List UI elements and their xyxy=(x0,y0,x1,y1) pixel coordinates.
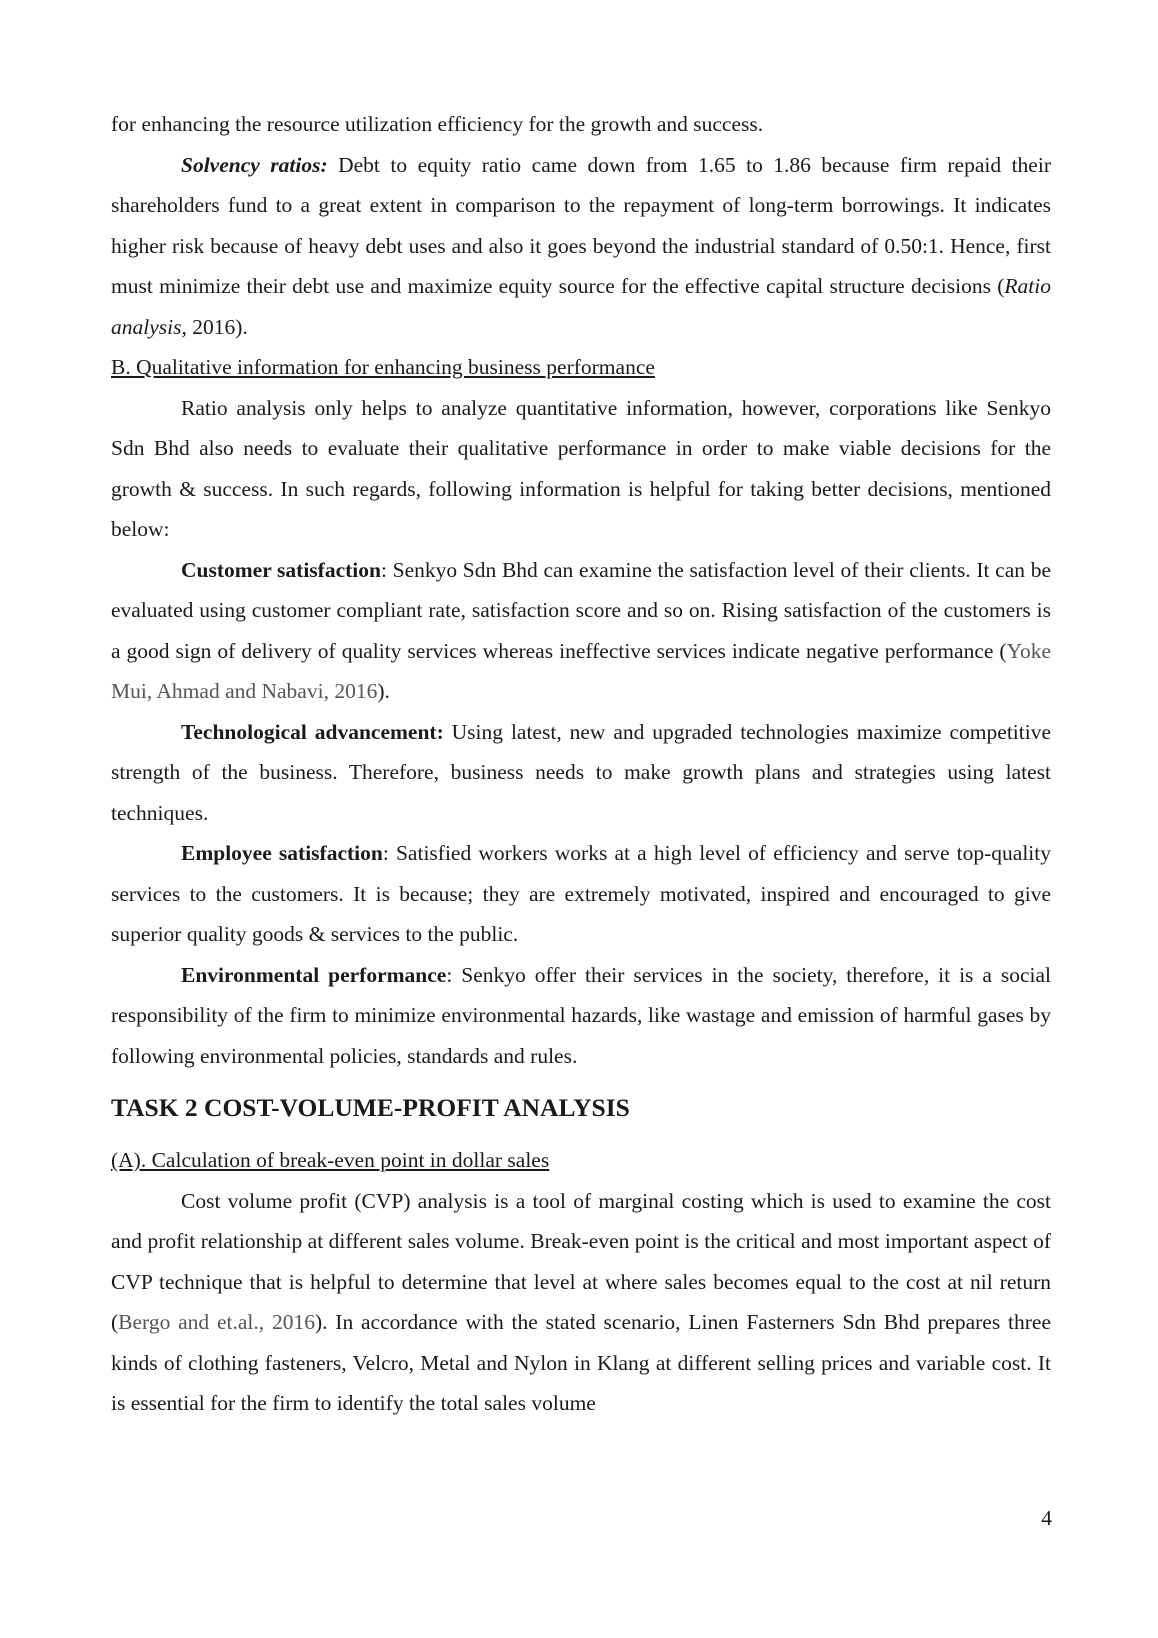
employee-label: Employee satisfaction xyxy=(181,841,383,865)
page-number: 4 xyxy=(1041,1506,1052,1530)
cvp-text-end: ). In accordance with the stated scenario, Linen Fasterners Sdn Bhd prepares three kinds of clothing fasteners, Velcro, Metal and Nylon in Klang at different selling prices and variable cost. It is essential for the firm to identify the total sales volume xyxy=(111,1310,1051,1415)
paragraph-continuation xyxy=(111,104,1051,145)
paragraph-cvp xyxy=(111,1181,1051,1424)
paragraph-customer xyxy=(111,550,1051,712)
paragraph-technology xyxy=(111,712,1051,834)
employee-text: : Satisfied workers works at a high level of efficiency and serve top-quality services to the customers. It is because; they are extremely motivated, inspired and encouraged to give superior quality goods & services to the public. xyxy=(111,841,1051,946)
paragraph-text: for enhancing the resource utilization efficiency for the growth and success. xyxy=(111,112,764,136)
technology-text: Using latest, new and upgraded technologies maximize competitive strength of the business. Therefore, business needs to make growth plans and strategies using latest techniques. xyxy=(111,719,1051,825)
environment-text: : Senkyo offer their services in the society, therefore, it is a social responsibility of the firm to minimize environmental hazards, like wastage and emission of harmful gases by following environmental policies, standards and rules. xyxy=(111,962,1051,1068)
document-page xyxy=(111,104,1051,1424)
technology-label: Technological advancement: xyxy=(181,719,444,744)
customer-citation: Yoke Mui, Ahmad and Nabavi, 2016 xyxy=(111,638,1051,703)
cvp-text: Cost volume profit (CVP) analysis is a tool of marginal costing which is used to examine the cost and profit relationship at different sales volume. Break-even point is the critical and most important aspect of CVP technique that is helpful to determine that level at where sales becomes equal to the cost at nil return ( xyxy=(111,1188,1051,1334)
paragraph-solvency xyxy=(111,145,1051,348)
paragraph-section-b-intro: Ratio analysis only helps to analyze quantitative information, however, corporations like Senkyo Sdn Bhd also needs to evaluate their qualitative performance in order to make viable decisions for the growth & success. In such regards, following information is helpful for taking better decisions, mentioned below: xyxy=(111,395,1051,541)
cvp-citation: Bergo and et.al., 2016 xyxy=(118,1310,315,1334)
solvency-citation: Ratio analysis xyxy=(111,274,1051,339)
paragraph-environment xyxy=(111,955,1051,1077)
task2-heading: TASK 2 COST-VOLUME-PROFIT ANALYSIS xyxy=(111,1093,630,1122)
customer-text: : Senkyo Sdn Bhd can examine the satisfaction level of their clients. It can be evaluated using customer compliant rate, satisfaction score and so on. Rising satisfaction of the customers is a good sign of delivery of quality services whereas ineffective services indicate negative performance ( xyxy=(111,557,1051,663)
customer-text-end: ). xyxy=(377,679,390,703)
task2-subheading: (A). Calculation of break-even point in dollar sales xyxy=(111,1148,550,1172)
solvency-label: Solvency ratios: xyxy=(181,152,328,177)
paragraph-employee xyxy=(111,833,1051,955)
customer-label: Customer satisfaction xyxy=(181,557,381,582)
solvency-text-end: , 2016). xyxy=(181,314,248,339)
solvency-text: Debt to equity ratio came down from 1.65 to 1.86 because firm repaid their shareholders fund to a great extent in comparison to the repayment of long-term borrowings. It indicates higher risk because of heavy debt uses and also it goes beyond the industrial standard of 0.50:1. Hence, first must minimize their debt use and maximize equity source for the effective capital structure decisions ( xyxy=(111,152,1051,298)
section-b-heading: B. Qualitative information for enhancing business performance xyxy=(111,355,655,379)
environment-label: Environmental performance xyxy=(181,962,447,987)
